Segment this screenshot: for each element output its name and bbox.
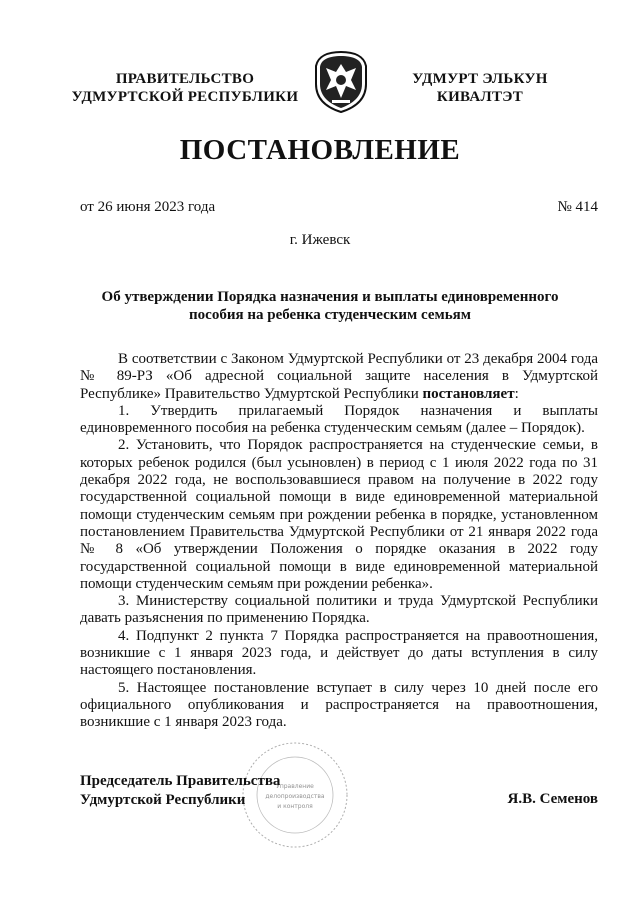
stamp-line1: Управление bbox=[276, 783, 314, 790]
signatory-position-line1: Председатель Правительства bbox=[80, 773, 281, 789]
document-city: г. Ижевск bbox=[289, 232, 351, 248]
document-subject-line2: пособия на ребенка студенческим семьям bbox=[189, 307, 471, 323]
document-type-title: ПОСТАНОВЛЕНИЕ bbox=[179, 134, 461, 166]
body-intro-text: В соответствии с Законом Удмуртской Республики от 23 декабря 2004 года № 89-РЗ «Об адресной социальной защите населения в Удмуртской Республике» Правительство Удмуртской Республики bbox=[80, 351, 598, 402]
document-date: от 26 июня 2023 года bbox=[80, 199, 216, 215]
body-item: 2. Установить, что Порядок распространяется на студенческие семьи, в которых ребенок родился (был усыновлен) в период с 1 июля 2022 года по 31 декабря 2022 года, не воспользовавшиеся правом на получение в 2022 году государственной социальной помощи в виде единовременной материальной помощи студенческим семьям при рождении ребенка в порядке, установленном постановлением Правительства Удмуртской Республики от 21 января 2022 года № 8 «Об утверждении Положения о порядке оказания в 2022 году государственной социальной помощи в виде единовременной материальной помощи студенческим семьям при рождении ребенка». bbox=[80, 437, 598, 592]
coat-of-arms-icon bbox=[310, 50, 372, 114]
stamp-line2: делопроизводства bbox=[265, 793, 325, 800]
header-left-line1: ПРАВИТЕЛЬСТВО bbox=[115, 71, 255, 87]
body-intro bbox=[80, 351, 598, 403]
body-item: 4. Подпункт 2 пункта 7 Порядка распространяется на правоотношения, возникшие с 1 января 2023 года, и действует до даты вступления в силу настоящего постановления. bbox=[80, 627, 598, 679]
header-right bbox=[395, 70, 565, 106]
document-subject bbox=[80, 288, 580, 324]
signatory-position-line2: Удмуртской Республики bbox=[80, 792, 246, 808]
document-body bbox=[80, 351, 598, 732]
body-item: 1. Утвердить прилагаемый Порядок назначения и выплаты единовременного пособия на ребенка студенческим семьям (далее – Порядок). bbox=[80, 402, 598, 437]
stamp-line3: и контроля bbox=[277, 803, 313, 810]
document-subject-line1: Об утверждении Порядка назначения и выплаты единовременного bbox=[101, 289, 559, 305]
signatory-name: Я.В. Семенов bbox=[507, 791, 598, 807]
body-item: 5. Настоящее постановление вступает в силу через 10 дней после его официального опубликования и распространяется на правоотношения, возникшие с 1 января 2023 года. bbox=[80, 679, 598, 731]
body-intro-keyword: постановляет bbox=[422, 385, 515, 402]
header-left bbox=[70, 70, 300, 106]
body-item: 3. Министерству социальной политики и труда Удмуртской Республики давать разъяснения по применению Порядка. bbox=[80, 593, 598, 627]
body-intro-end: : bbox=[514, 385, 519, 402]
header-right-line2: КИВАЛТЭТ bbox=[436, 89, 524, 105]
header-right-line1: УДМУРТ ЭЛЬКУН bbox=[412, 71, 548, 87]
document-number: № 414 bbox=[557, 199, 598, 215]
header-left-line2: УДМУРТСКОЙ РЕСПУБЛИКИ bbox=[71, 89, 299, 105]
signatory-position bbox=[80, 772, 280, 810]
